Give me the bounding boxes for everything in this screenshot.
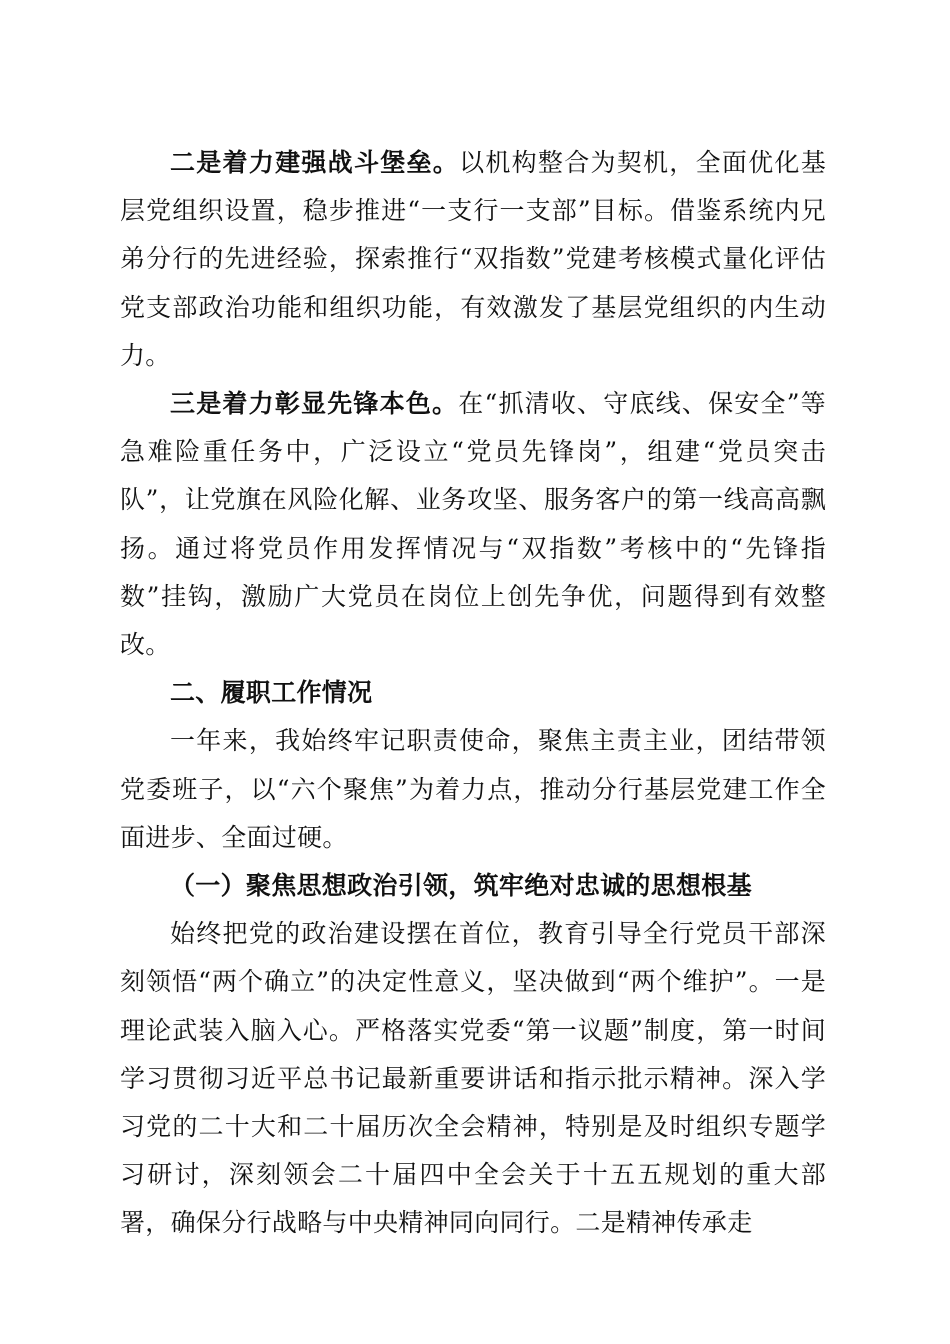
- paragraph-lead: 二是着力建强战斗堡垒。: [170, 148, 460, 177]
- paragraph-political-guidance: 始终把党的政治建设摆在首位，教育引导全行党员干部深刻领悟“两个确立”的决定性意义，坚决做到“两个维护”。一是理论武装入脑入心。严格落实党委“第一议题”制度，第一时间学习贯彻习近平总书记最新重要讲话和指示批示精神。深入学习党的二十大和二十届历次全会精神，特别是及时组织专题学习研讨，深刻领会二十届四中全会关于十五五规划的重大部署，确保分行战略与中央精神同向同行。二是精神传承走: [120, 919, 826, 1238]
- section-intro: 一年来，我始终牢记职责使命，聚焦主责主业，团结带领党委班子，以“六个聚焦”为着力点，推动分行基层党建工作全面进步、全面过硬。: [120, 726, 826, 852]
- document-page: [120, 139, 826, 1248]
- paragraph-body: 以机构整合为契机，全面优化基层党组织设置，稳步推进“一支行一支部”目标。借鉴系统内兄弟分行的先进经验，探索推行“双指数”党建考核模式量化评估党支部政治功能和组织功能，有效激发了基层党组织的内生动力。: [120, 148, 826, 370]
- paragraph-strengthen-bastion: [120, 139, 826, 380]
- paragraph-vanguard-role: [120, 380, 826, 669]
- subsection-heading: （一）聚焦思想政治引领，筑牢绝对忠诚的思想根基: [170, 871, 752, 901]
- paragraph-lead: 三是着力彰显先锋本色。: [170, 389, 459, 419]
- section-heading: 二、履职工作情况: [170, 678, 373, 708]
- paragraph-body: 在“抓清收、守底线、保安全”等急难险重任务中，广泛设立“党员先锋岗”，组建“党员突击队”，让党旗在风险化解、业务攻坚、服务客户的第一线高高飘扬。通过将党员作用发挥情况与“双指数”考核中的“先锋指数”挂钩，激励广大党员在岗位上创先争优，问题得到有效整改。: [120, 389, 826, 660]
